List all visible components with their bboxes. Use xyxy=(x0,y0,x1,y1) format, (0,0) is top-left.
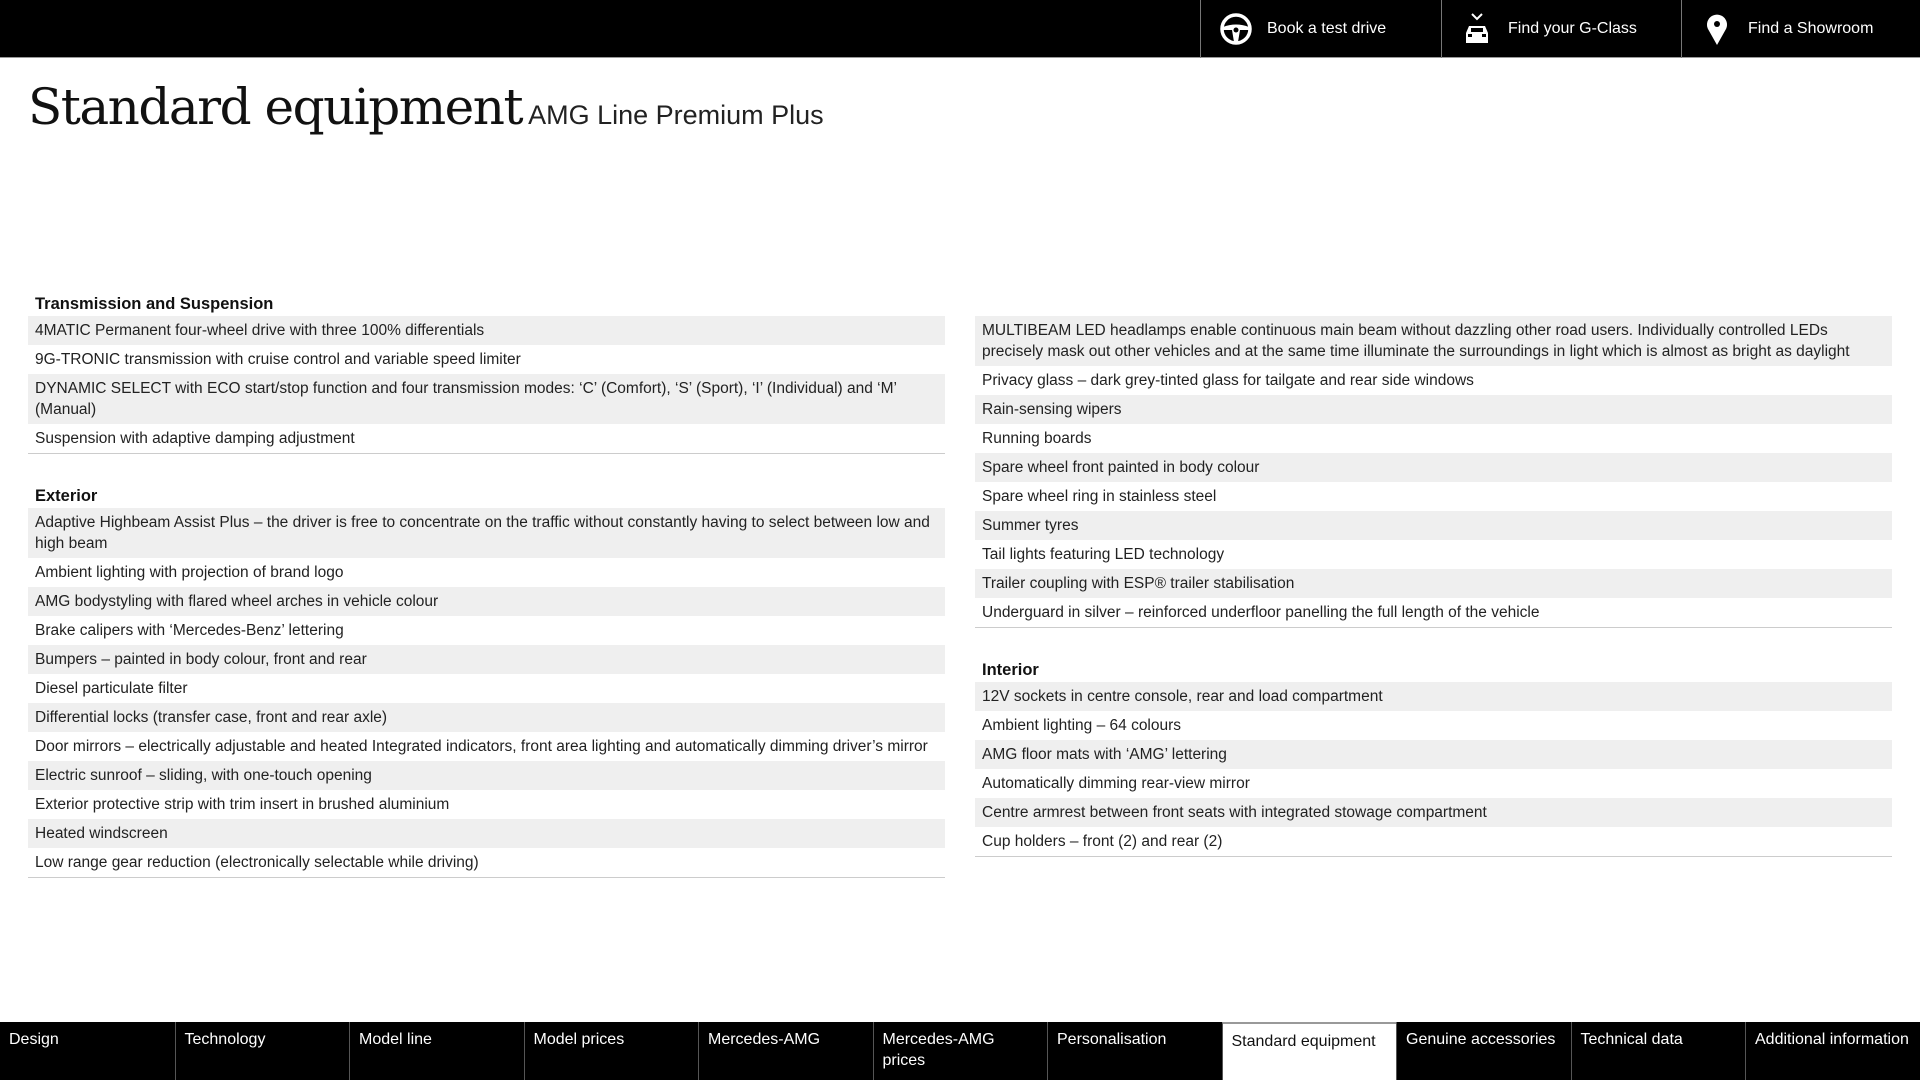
equipment-item: Cup holders – front (2) and rear (2) xyxy=(982,833,1223,850)
equipment-item: Underguard in silver – reinforced underfloor panelling the full length of the vehicle xyxy=(982,604,1540,621)
equipment-item: Rain-sensing wipers xyxy=(975,395,1892,424)
equipment-item: 9G-TRONIC transmission with cruise control and variable speed limiter xyxy=(35,351,521,368)
equipment-section xyxy=(28,484,945,878)
title-text: Standard equipment xyxy=(28,78,523,136)
page-title xyxy=(28,78,824,136)
equipment-item: MULTIBEAM LED headlamps enable continuous main beam without dazzling other road users. Individually controlled LEDs precisely mask out other vehicles and at the same time illuminate the surroundings in light which is almost as bright as daylight xyxy=(975,316,1892,366)
equipment-item: 4MATIC Permanent four-wheel drive with three 100% differentials xyxy=(28,316,945,345)
equipment-item: Exterior protective strip with trim insert in brushed aluminium xyxy=(35,796,450,813)
top-bar xyxy=(0,0,1920,58)
equipment-item: Summer tyres xyxy=(975,511,1892,540)
steering-wheel-icon xyxy=(1219,12,1253,46)
tab-genuine-accessories[interactable]: Genuine accessories xyxy=(1396,1022,1571,1080)
equipment-item: Low range gear reduction (electronically selectable while driving) xyxy=(35,854,479,871)
equipment-item: 12V sockets in centre console, rear and load compartment xyxy=(975,682,1892,711)
find-showroom-link[interactable] xyxy=(1681,0,1920,58)
equipment-item: Ambient lighting – 64 colours xyxy=(982,717,1182,734)
equipment-item: Running boards xyxy=(982,430,1092,447)
equipment-item: Bumpers – painted in body colour, front and rear xyxy=(28,645,945,674)
find-g-class-label: Find your G-Class xyxy=(1508,20,1637,37)
page-subtitle: AMG Line Premium Plus xyxy=(528,100,824,130)
equipment-item: Spare wheel front painted in body colour xyxy=(975,453,1892,482)
book-test-drive-link[interactable] xyxy=(1200,0,1441,58)
bottom-navigation xyxy=(0,1022,1920,1080)
equipment-item: AMG bodystyling with flared wheel arches in vehicle colour xyxy=(28,587,945,616)
equipment-item: Adaptive Highbeam Assist Plus – the driver is free to concentrate on the traffic without constantly having to select between low and high beam xyxy=(28,508,945,558)
tab-technology[interactable]: Technology xyxy=(175,1022,350,1080)
equipment-section xyxy=(975,292,1892,628)
tab-personalisation[interactable]: Personalisation xyxy=(1047,1022,1222,1080)
equipment-item: Electric sunroof – sliding, with one-touch opening xyxy=(28,761,945,790)
tab-additional-information[interactable]: Additional information xyxy=(1745,1022,1920,1080)
book-test-drive-label: Book a test drive xyxy=(1267,20,1387,37)
tab-mercedes-amg-prices[interactable]: Mercedes-AMG prices xyxy=(873,1022,1048,1080)
equipment-item: Spare wheel ring in stainless steel xyxy=(982,488,1217,505)
equipment-item: Heated windscreen xyxy=(28,819,945,848)
car-icon xyxy=(1460,12,1494,46)
equipment-item: Differential locks (transfer case, front and rear axle) xyxy=(28,703,945,732)
equipment-item: Door mirrors – electrically adjustable and heated Integrated indicators, front area lighting and automatically dimming driver’s mirror xyxy=(35,738,928,755)
equipment-item: AMG floor mats with ‘AMG’ lettering xyxy=(975,740,1892,769)
section-heading: Exterior xyxy=(35,487,98,505)
equipment-item: Suspension with adaptive damping adjustment xyxy=(35,430,355,447)
equipment-section xyxy=(28,292,945,454)
equipment-section xyxy=(975,658,1892,857)
equipment-item: Centre armrest between front seats with integrated stowage compartment xyxy=(975,798,1892,827)
tab-design[interactable]: Design xyxy=(9,1031,59,1048)
equipment-item: Diesel particulate filter xyxy=(35,680,188,697)
equipment-item: Trailer coupling with ESP® trailer stabilisation xyxy=(975,569,1892,598)
equipment-item: Privacy glass – dark grey-tinted glass for tailgate and rear side windows xyxy=(982,372,1474,389)
section-heading: Transmission and Suspension xyxy=(35,295,274,313)
equipment-item: Automatically dimming rear-view mirror xyxy=(982,775,1250,792)
equipment-item: DYNAMIC SELECT with ECO start/stop function and four transmission modes: ‘C’ (Comfort), ‘S’ (Sport), ‘I’ (Individual) and ‘M’ (Manual) xyxy=(28,374,945,424)
section-heading: Interior xyxy=(982,661,1039,679)
tab-model-prices[interactable]: Model prices xyxy=(524,1022,699,1080)
tab-model-line[interactable]: Model line xyxy=(349,1022,524,1080)
find-g-class-link[interactable] xyxy=(1441,0,1681,58)
find-showroom-label: Find a Showroom xyxy=(1748,20,1874,37)
left-column xyxy=(28,292,945,908)
location-pin-icon xyxy=(1700,12,1734,46)
equipment-item: Tail lights featuring LED technology xyxy=(982,546,1225,563)
tab-standard-equipment[interactable]: Standard equipment xyxy=(1222,1022,1397,1080)
tab-mercedes-amg[interactable]: Mercedes-AMG xyxy=(698,1022,873,1080)
right-column xyxy=(975,292,1892,887)
tab-technical-data[interactable]: Technical data xyxy=(1571,1022,1746,1080)
equipment-item: Ambient lighting with projection of brand logo xyxy=(35,564,344,581)
equipment-item: Brake calipers with ‘Mercedes-Benz’ lettering xyxy=(35,622,344,639)
